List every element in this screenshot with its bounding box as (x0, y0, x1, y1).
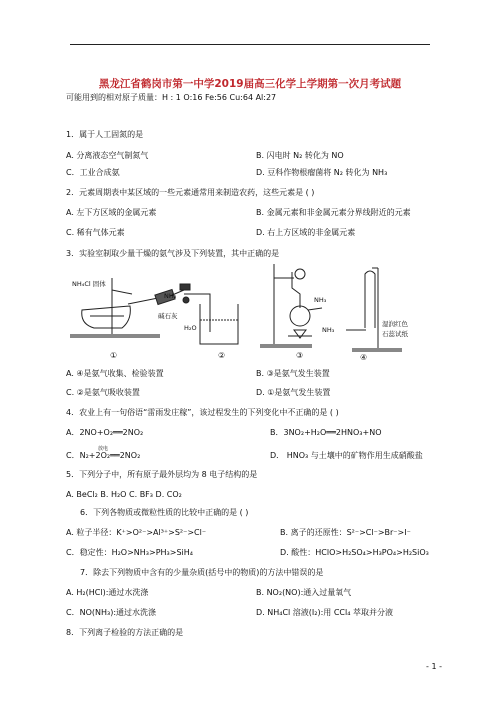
q2-option-d: D. 右上方区域的非金属元素 (256, 228, 356, 237)
q4-options-row1 (66, 428, 382, 438)
q2-options-row2 (66, 228, 356, 238)
label-n2: ② (218, 351, 226, 360)
q6-option-c: C．稳定性：H₂O>NH₃>PH₃>SiH₄ (66, 548, 193, 557)
q1-option-d: D. 豆科作物根瘤菌将 N₂ 转化为 NH₃ (256, 168, 388, 177)
q4-option-a: A．2NO+O₂══2NO₂ (66, 428, 144, 437)
q7-stem: 7．除去下列物质中含有的少量杂质(括号中的物质)的方法中错误的是 (80, 568, 324, 577)
q5-options: A. BeCl₂ B. H₂O C. BF₃ D. CO₂ (66, 490, 182, 499)
q6-option-b: B. 离子的还原性：S²⁻>Cl⁻>Br⁻>I⁻ (280, 528, 411, 537)
q2-options-row1 (66, 208, 411, 218)
q3-option-a: A. ④是氨气收集、检验装置 (66, 369, 164, 378)
label-n4: ④ (360, 353, 368, 362)
q3-option-c: C. ②是氨气吸收装置 (66, 388, 140, 397)
q4-option-b: B．3NO₂+H₂O══2HNO₃+NO (270, 428, 382, 437)
apparatus-3 (260, 264, 327, 360)
q4-stem: 4．农业上有一句俗语“雷雨发庄稼”，该过程发生的下列变化中不正确的是 ( ) (66, 408, 339, 417)
q4-option-c: C．N₂+2O₂══2NO₂ (66, 451, 141, 460)
q6-stem: 6．下列各物质或微粒性质的比较中正确的是 ( ) (80, 508, 249, 517)
page-title: 黑龙江省鹤岗市第一中学2019届高三化学上学期第一次月考试题 (98, 78, 402, 90)
apparatus-2 (164, 292, 238, 360)
q1-stem: 1．属于人工固氮的是 (66, 130, 144, 139)
q3-options-row2 (66, 388, 331, 398)
q6-options-row2 (66, 548, 429, 558)
q6-options-row1 (66, 528, 411, 538)
label-nh4cl: NH₄Cl 固体 (72, 280, 106, 288)
label-nh3-b: NH₃ (314, 296, 327, 304)
q1-option-c: C．工业合成氨 (66, 168, 120, 177)
page-number: - 1 - (426, 662, 442, 671)
header-rule (70, 44, 430, 45)
label-nh3-c: NH₃ (322, 326, 335, 334)
label-n3: ③ (296, 351, 304, 360)
q2-option-a: A. 左下方区域的金属元素 (66, 208, 157, 217)
q5-stem: 5．下列分子中，所有原子最外层均为 8 电子结构的是 (66, 470, 258, 479)
q7-options-row1 (66, 588, 352, 598)
label-lime: 碱石灰 (158, 312, 178, 320)
q6-option-d: D. 酸性：HClO>H₂SO₄>H₃PO₄>H₂SiO₃ (280, 548, 429, 557)
q1-option-a: A. 分离液态空气制氮气 (66, 151, 149, 160)
q4-options-row2 (66, 451, 423, 461)
q6-option-a: A. 粒子半径：K⁺>O²⁻>Al³⁺>S²⁻>Cl⁻ (66, 528, 207, 537)
q4-option-d: D． HNO₃ 与土壤中的矿物作用生成硝酸盐 (270, 451, 423, 460)
label-litmus-1: 湿润红色 (382, 320, 408, 328)
q3-option-d: D. ①是氨气发生装置 (256, 388, 331, 397)
q1-options-row1 (66, 151, 344, 161)
q2-option-b: B. 金属元素和非金属元素分界线附近的元素 (256, 208, 411, 217)
q1-option-b: B. 闪电时 N₂ 转化为 NO (256, 151, 344, 160)
q7-option-d: D. NH₄Cl 溶液(I₂):用 CCl₄ 萃取并分液 (256, 608, 393, 617)
q3-stem: 3．实验室制取少量干燥的氨气涉及下列装置，其中正确的是 (66, 249, 280, 258)
q7-options-row2 (66, 608, 393, 618)
q8-stem: 8．下列离子检验的方法正确的是 (66, 628, 184, 637)
q7-option-b: B. NO₂(NO):通入过量氧气 (256, 588, 352, 597)
atomic-mass-note: 可能用到的相对原子质量：H : 1 O:16 Fe:56 Cu:64 Al:27 (66, 93, 277, 102)
q4-c-condition: 放电 (98, 446, 109, 452)
q3-apparatus-figure (60, 258, 440, 362)
label-h2o: H₂O (184, 324, 197, 332)
apparatus-4 (322, 268, 409, 362)
q1-options-row2 (66, 168, 388, 178)
q7-option-a: A. H₂(HCl):通过水洗涤 (66, 588, 149, 597)
q3-option-b: B. ③是氨气发生装置 (256, 369, 330, 378)
label-n1: ① (110, 351, 118, 360)
label-litmus-2: 石蕊试纸 (382, 330, 408, 338)
label-nh3-a: NH₃ (164, 292, 177, 300)
apparatus-1 (70, 278, 190, 360)
q7-option-c: C．NO(NH₃):通过水洗涤 (66, 608, 157, 617)
q2-option-c: C. 稀有气体元素 (66, 228, 125, 237)
q2-stem: 2．元素周期表中某区域的一些元素通常用来制造农药，这些元素是 ( ) (66, 188, 315, 197)
q3-options-row1 (66, 369, 330, 379)
